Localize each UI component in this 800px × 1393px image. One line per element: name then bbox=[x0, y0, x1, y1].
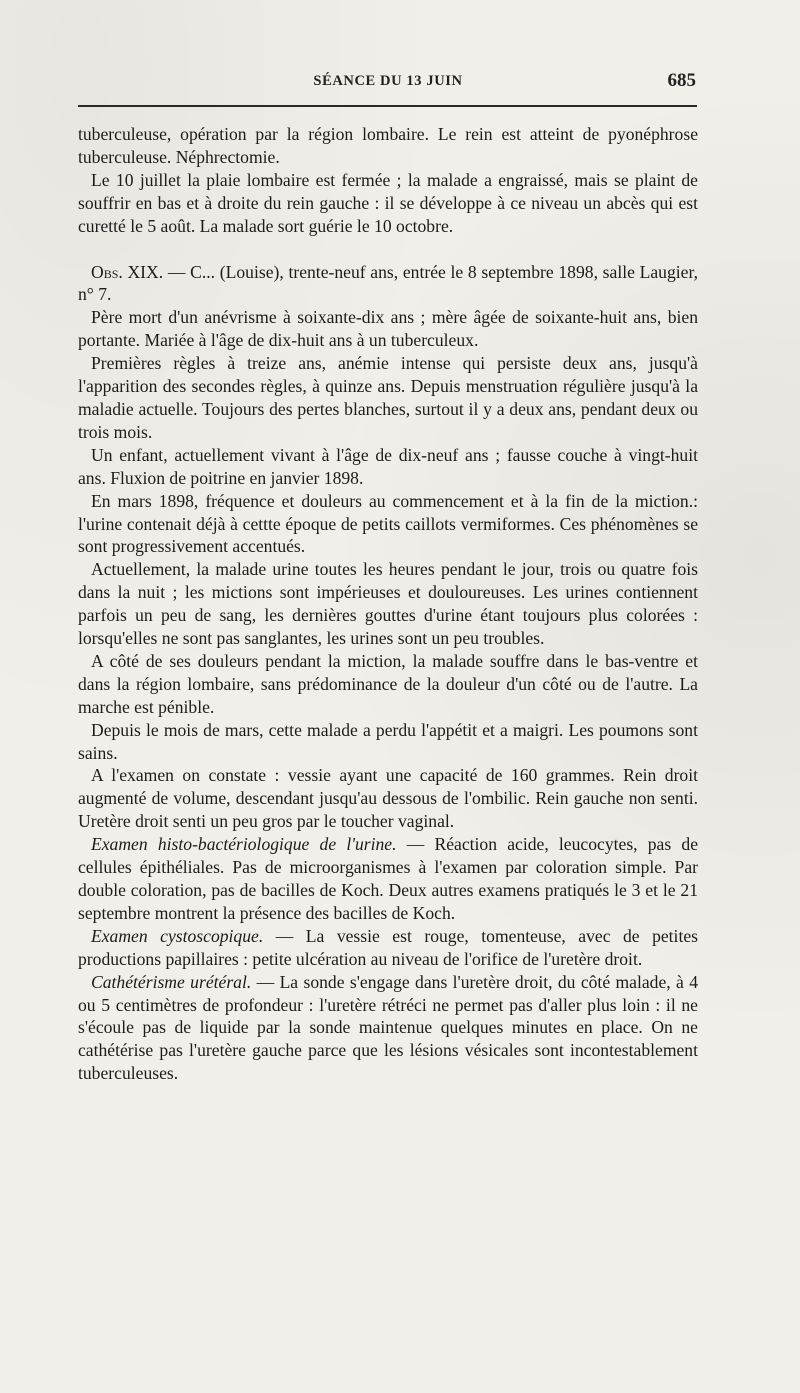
page-number: 685 bbox=[667, 70, 696, 91]
observation-label: Obs. XIX. bbox=[91, 261, 164, 282]
paragraph-july: Le 10 juillet la plaie lombaire est fermée ; la malade a engraissé, mais se plaint de souffrir en bas et à droite du rein gauche : il se développe à ce niveau un abcès qui est curetté le 5 août. La malade sort guérie le 10 octobre. bbox=[78, 169, 698, 236]
paragraph-pain: A côté de ses douleurs pendant la miction, la malade souffre dans le bas-ventre et dans la région lombaire, sans prédominance de la douleur d'un côté ou de l'autre. La marche est pénible. bbox=[78, 650, 698, 717]
cystoscopy-text: — La vessie est rouge, tomenteuse, avec de petites productions papillaires : petite ulcération au niveau de l'orifice de l'uretère droit. bbox=[78, 925, 698, 969]
paragraph-catheterism bbox=[78, 971, 698, 1086]
paragraph-appetite: Depuis le mois de mars, cette malade a perdu l'appétit et a maigri. Les poumons sont sains. bbox=[78, 719, 698, 763]
body-text bbox=[78, 123, 698, 1085]
paragraph-current-state: Actuellement, la malade urine toutes les heures pendant le jour, trois ou quatre fois dans la nuit ; les mictions sont impérieuses et douloureuses. Les urines contiennent parfois un peu de sang, les dernières gouttes d'urine étant toujours plus colorées : lorsqu'elles ne sont pas sanglantes, les urines sont un peu troubles. bbox=[78, 559, 698, 649]
paragraph-pregnancy-history: Un enfant, actuellement vivant à l'âge de dix-neuf ans ; fausse couche à vingt-huit ans. Fluxion de poitrine en janvier 1898. bbox=[78, 444, 698, 488]
paragraph-cystoscopy bbox=[78, 925, 698, 971]
paragraph-onset: En mars 1898, fréquence et douleurs au commencement et à la fin de la miction.: l'urine contenait déjà à cettte époque de petits caillots vermiformes. Ces phénomènes se sont progressivement accentués. bbox=[78, 490, 698, 557]
header-rule bbox=[78, 105, 697, 107]
paragraph-continuation: tuberculeuse, opération par la région lombaire. Le rein est atteint de pyonéphrose tuberculeuse. Néphrectomie. bbox=[78, 124, 698, 167]
observation-details: — C... (Louise), trente-neuf ans, entrée le 8 septembre 1898, salle Laugier, n° 7. bbox=[78, 261, 698, 305]
urine-exam-text: — Réaction acide, leucocytes, pas de cellules épithéliales. Pas de microorganismes à l'examen par coloration simple. Par double coloration, pas de bacilles de Koch. Deux autres examens pratiqués le 3 et le 21 septembre montrent la présence des bacilles de Koch. bbox=[78, 834, 698, 923]
urine-exam-label: Examen histo-bactériologique de l'urine. bbox=[91, 834, 397, 855]
paragraph-urine-exam bbox=[78, 833, 698, 925]
running-title: SÉANCE DU 13 JUIN bbox=[313, 73, 463, 89]
paragraph-family-history: Père mort d'un anévrisme à soixante-dix ans ; mère âgée de soixante-huit ans, bien portante. Mariée à l'âge de dix-huit ans à un tuberculeux. bbox=[78, 307, 698, 351]
cystoscopy-label: Examen cystoscopique. bbox=[91, 925, 264, 946]
running-head bbox=[78, 72, 698, 96]
paragraph-menstrual-history: Premières règles à treize ans, anémie intense qui persiste deux ans, jusqu'à l'apparition des secondes règles, à quinze ans. Depuis menstruation régulière jusqu'à la maladie actuelle. Toujours des pertes blanches, surtout il y a deux ans, pendant deux ou trois mois. bbox=[78, 353, 698, 442]
catheterism-label: Cathétérisme urétéral. bbox=[91, 971, 252, 992]
paragraph-examination: A l'examen on constate : vessie ayant une capacité de 160 grammes. Rein droit augmenté de volume, descendant jusqu'au dessous de l'ombilic. Rein gauche non senti. Uretère droit senti un peu gros par le toucher vaginal. bbox=[78, 765, 698, 832]
paragraph-observation-header bbox=[78, 261, 698, 307]
catheterism-text: — La sonde s'engage dans l'uretère droit, du côté malade, à 4 ou 5 centimètres de profondeur : l'uretère rétréci ne permet pas d'aller plus loin : il ne s'écoule pas de liquide par la sonde maintenue quelques minutes en place. On ne cathétérise pas l'uretère gauche parce que les lésions vésicales sont incontestablement tuberculeuses. bbox=[78, 971, 698, 1084]
